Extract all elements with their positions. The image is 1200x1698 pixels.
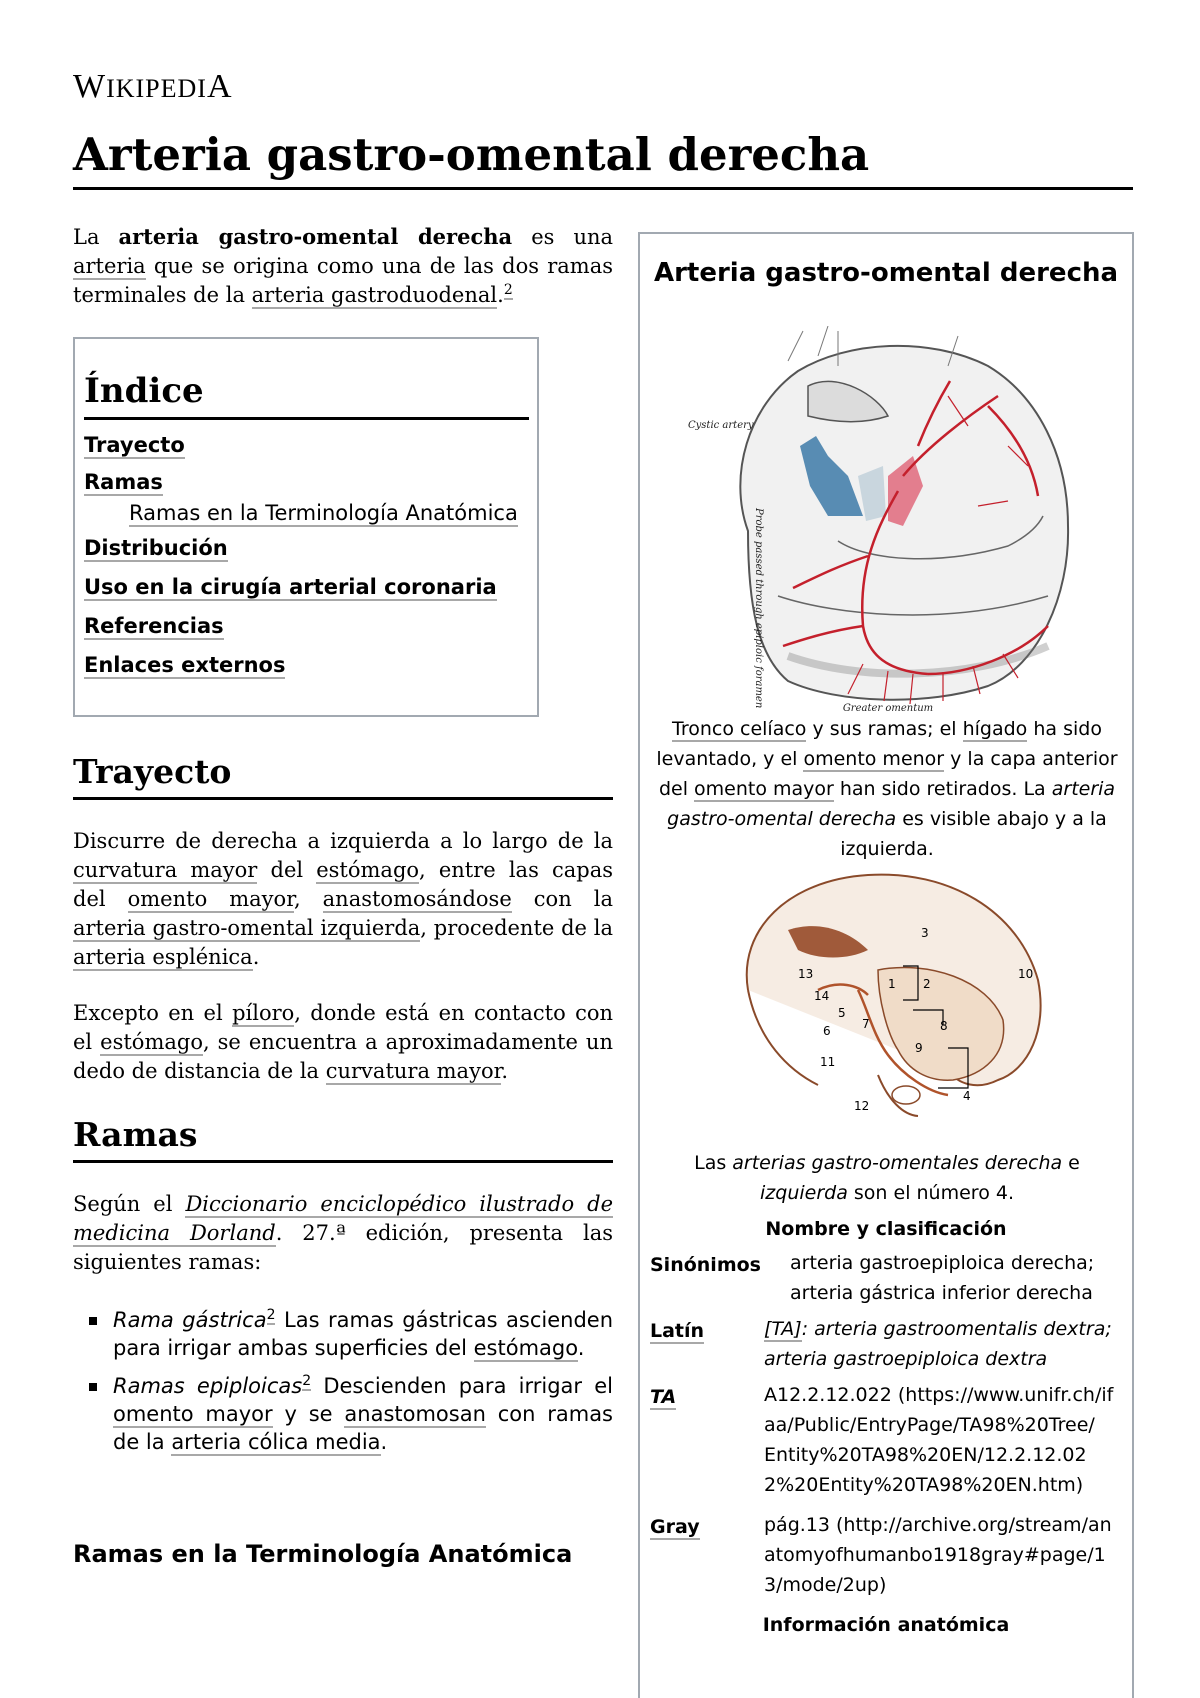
- toc-item-referencias[interactable]: Referencias: [84, 614, 224, 638]
- link-arteria-colica-media[interactable]: arteria cólica media: [171, 1430, 381, 1454]
- wikipedia-wordmark[interactable]: WIKIPEDIA: [73, 68, 233, 105]
- figure-number: 1: [888, 977, 896, 991]
- link-curvatura-mayor[interactable]: curvatura mayor: [73, 858, 258, 882]
- toc-item-enlaces[interactable]: Enlaces externos: [84, 653, 286, 677]
- heading-ramas-ta: Ramas en la Terminología Anatómica: [73, 1540, 573, 1568]
- reference-link[interactable]: 2: [266, 1307, 276, 1323]
- reference-link[interactable]: 2: [302, 1373, 312, 1389]
- figure-number: 4: [963, 1089, 971, 1103]
- link-omento-menor[interactable]: omento menor: [803, 748, 945, 770]
- infobox-section-header: Información anatómica: [762, 1614, 1010, 1636]
- intro-text: .: [497, 283, 504, 307]
- infobox: [638, 232, 1134, 1698]
- figure-number: 9: [915, 1041, 923, 1055]
- row-value-gray[interactable]: pág.13 (http://archive.org/stream/an atomyofhumanbo1918gray#page/1 3/mode/2up): [764, 1514, 1112, 1596]
- row-label-sinonimos: Sinónimos: [650, 1254, 761, 1276]
- link-higado[interactable]: hígado: [962, 718, 1028, 740]
- stomach-arteries-diagram[interactable]: [728, 870, 1048, 1126]
- figure-label: Greater omentum: [842, 703, 934, 714]
- figure-label: Cystic artery: [688, 420, 754, 431]
- list-item: Ramas epiploicas$^2$ Descienden para irrigar el omento mayor y se anastomosan con ramas de la arteria cólica media.: [73, 1372, 613, 1456]
- infobox-title: Arteria gastro-omental derecha: [653, 258, 1119, 288]
- link-omento-mayor[interactable]: omento mayor: [694, 778, 834, 800]
- toc-title: Índice: [84, 371, 529, 420]
- intro-paragraph: [73, 222, 613, 310]
- figure-number: 6: [823, 1024, 831, 1038]
- link-anastomosandose[interactable]: anastomosándose: [322, 887, 512, 911]
- trayecto-paragraph-1: Discurre de derecha a izquierda a lo largo de la curvatura mayor del estómago, entre las capas del omento mayor, anastomosándose con la arteria gastro-omental izquierda, procedente de la arteria esplénica.: [73, 829, 614, 969]
- toc-item-trayecto[interactable]: Trayecto: [84, 433, 185, 457]
- toc-item-uso-cirugia[interactable]: Uso en la cirugía arterial coronaria: [84, 575, 497, 599]
- link-ta[interactable]: [TA]: [764, 1318, 802, 1340]
- row-value-latin: [TA]: arteria gastroomentalis dextra; arteria gastroepiploica dextra: [764, 1318, 1112, 1370]
- figure-number: 13: [798, 967, 814, 981]
- intro-text: es una: [512, 225, 614, 249]
- heading-trayecto: Trayecto: [73, 752, 613, 800]
- ramas-intro: Según el Diccionario enciclopédico ilustrado de medicina Dorland. 27.ª edición, presenta las siguientes ramas:: [73, 1192, 613, 1274]
- heading-ramas: Ramas: [73, 1115, 613, 1163]
- link-arteria-gastroduodenal[interactable]: arteria gastroduodenal: [251, 283, 498, 307]
- figure-number: 3: [921, 926, 929, 940]
- figure-number: 5: [838, 1006, 846, 1020]
- link-omento-mayor[interactable]: omento mayor: [127, 887, 294, 911]
- figure-number: 12: [854, 1099, 870, 1113]
- link-estomago[interactable]: estómago: [316, 858, 420, 882]
- figure-label: Probe passed through epiploic foramen: [753, 508, 764, 709]
- row-label-gray[interactable]: Gray: [650, 1516, 700, 1538]
- toc-item-ramas[interactable]: Ramas: [84, 470, 163, 494]
- page-title: Arteria gastro-omental derecha: [73, 128, 1133, 190]
- row-value-sinonimos: arteria gastroepiploica derecha; arteria gástrica inferior derecha: [790, 1252, 1095, 1304]
- figure-caption-1: Tronco celíaco y sus ramas; el hígado ha sido levantado, y el omento menor y la capa anterior del omento mayor han sido retirados. La arteria gastro-omental derecha es visible abajo y a la izquierda.: [656, 718, 1118, 860]
- row-label-latin[interactable]: Latín: [650, 1320, 705, 1342]
- row-value-ta[interactable]: A12.2.12.022 (https://www.unifr.ch/if aa/Public/EntryPage/TA98%20Tree/ Entity%20TA98%20EN/12.2.12.02 2%20Entity%20TA98%20EN.htm): [764, 1384, 1114, 1496]
- link-tronco-celiaco[interactable]: Tronco celíaco: [672, 718, 807, 740]
- figure-number: 8: [940, 1019, 948, 1033]
- celiac-trunk-illustration[interactable]: [688, 326, 1088, 714]
- link-dorland[interactable]: Diccionario enciclopédico ilustrado de medicina Dorland: [73, 1192, 613, 1245]
- toc-item-ramas-ta[interactable]: Ramas en la Terminología Anatómica: [129, 501, 518, 525]
- reference-link[interactable]: 2: [503, 282, 513, 298]
- link-anastomosan[interactable]: anastomosan: [344, 1402, 486, 1426]
- link-omento-mayor[interactable]: omento mayor: [113, 1402, 273, 1426]
- figure-number: 14: [814, 989, 830, 1003]
- bullet-icon: [89, 1317, 97, 1325]
- figure-number: 10: [1018, 967, 1034, 981]
- link-piloro[interactable]: píloro: [232, 1001, 295, 1025]
- link-estomago[interactable]: estómago: [473, 1336, 578, 1360]
- bullet-icon: [89, 1383, 97, 1391]
- trayecto-paragraph-2: Excepto en el píloro, donde está en contacto con el estómago, se encuentra a aproximadamente un dedo de distancia de la curvatura mayor.: [73, 1001, 613, 1083]
- link-arteria[interactable]: arteria: [73, 254, 146, 278]
- figure-number: 7: [862, 1017, 870, 1031]
- link-arteria-gastro-omental-izquierda[interactable]: arteria gastro-omental izquierda: [73, 916, 421, 940]
- intro-text: que se origina como una de las dos ramas terminales de la: [73, 254, 613, 307]
- figure-number: 2: [923, 977, 931, 991]
- toc-item-distribucion[interactable]: Distribución: [84, 536, 228, 560]
- table-of-contents: [73, 337, 539, 717]
- link-estomago[interactable]: estómago: [100, 1030, 203, 1054]
- intro-text: La: [73, 225, 119, 249]
- row-label-ta[interactable]: TA: [650, 1386, 677, 1408]
- link-arteria-esplenica[interactable]: arteria esplénica: [73, 945, 253, 969]
- ramas-list: [73, 1306, 613, 1466]
- figure-caption-2: Las arterias gastro-omentales derecha e izquierda son el número 4.: [694, 1152, 1080, 1204]
- figure-number: 11: [820, 1055, 836, 1069]
- infobox-section-header: Nombre y clasificación: [765, 1218, 1007, 1240]
- link-curvatura-mayor[interactable]: curvatura mayor: [325, 1059, 502, 1083]
- intro-subject: arteria gastro-omental derecha: [118, 224, 513, 249]
- list-item: Rama gástrica$^2$ Las ramas gástricas ascienden para irrigar ambas superficies del estómago.: [73, 1306, 613, 1362]
